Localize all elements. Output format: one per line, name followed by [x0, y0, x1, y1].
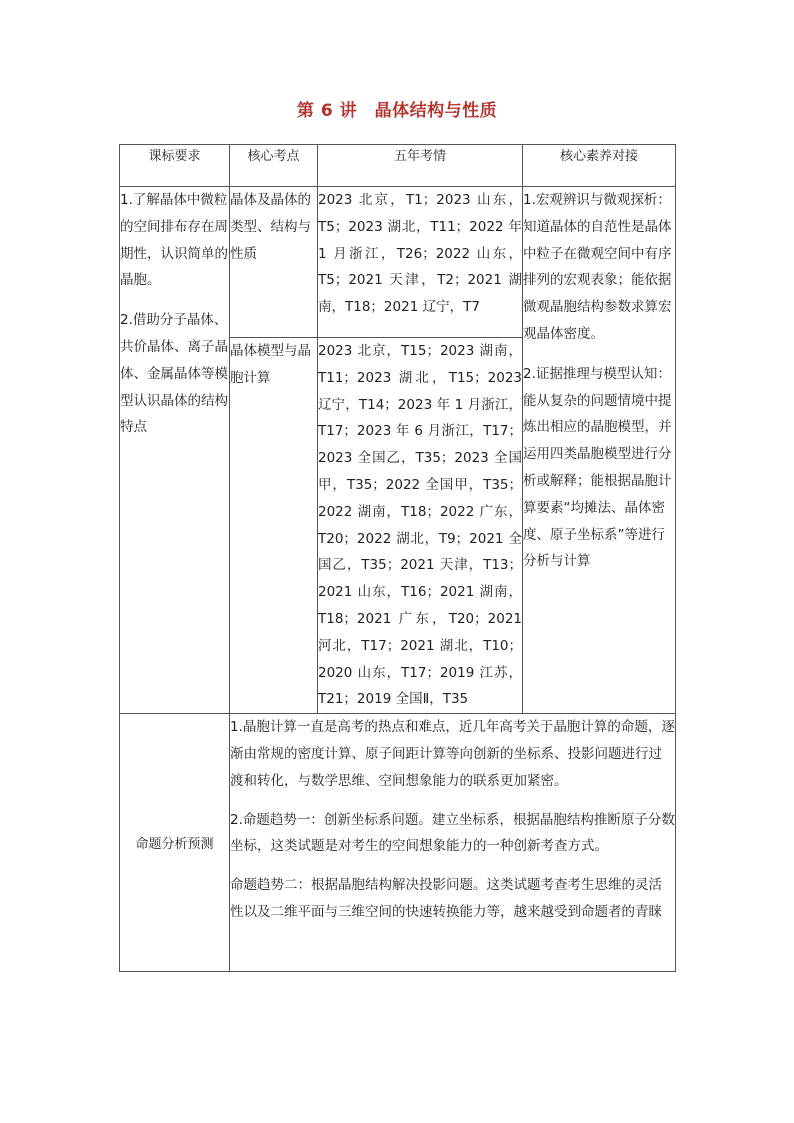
- table-row: [120, 187, 676, 338]
- curriculum-item: 1.了解晶体中微粒的空间排布存在周期性，认识简单的晶胞。: [120, 192, 228, 289]
- syllabus-table: [119, 144, 676, 972]
- header-curriculum: 课标要求: [120, 145, 230, 187]
- core-point-crystal-types: 晶体及晶体的类型、结构与性质: [230, 187, 318, 338]
- curriculum-item: 2.借助分子晶体、共价晶体、离子晶体、金属晶体等模型认识晶体的结构特点: [120, 312, 228, 436]
- table-row: [120, 714, 676, 972]
- page-title: 第 6 讲 晶体结构与性质: [296, 101, 498, 121]
- core-point-cell-calc: 晶体模型与晶胞计算: [230, 338, 318, 714]
- header-core-points: 核心考点: [230, 145, 318, 187]
- history-crystal-types: 2023 北京，T1；2023 山东，T5；2023 湖北，T11；2022 年 1 月浙江，T26；2022 山东，T5；2021 天津，T2；2021 湖南，T18；2021 辽宁，T7: [318, 187, 523, 338]
- analysis-paragraph: 命题趋势二：根据晶胞结构解决投影问题。这类试题考查考生思维的灵活性以及二维平面与三维空间的快速转换能力等，越来越受到命题者的青睐: [230, 877, 662, 920]
- analysis-paragraph: 1.晶胞计算一直是高考的热点和难点，近几年高考关于晶胞计算的命题，逐渐由常规的密度计算、原子间距计算等向创新的坐标系、投影问题进行过渡和转化，与数学思维、空间想象能力的联系更加紧密。: [230, 719, 675, 789]
- literacy-cell: [523, 187, 676, 714]
- header-core-literacy: 核心素养对接: [523, 145, 676, 187]
- analysis-cell: [230, 714, 676, 972]
- header-five-year-history: 五年考情: [318, 145, 523, 187]
- analysis-label: 命题分析预测: [120, 714, 230, 972]
- curriculum-cell: [120, 187, 230, 714]
- literacy-item: 1.宏观辨识与微观探析：知道晶体的自范性是晶体中粒子在微观空间中有序排列的宏观表象；能依据微观晶胞结构参数求算宏观晶体密度。: [523, 192, 672, 342]
- analysis-paragraph: 2.命题趋势一：创新坐标系问题。建立坐标系，根据晶胞结构推断原子分数坐标，这类试题是对考生的空间想象能力的一种创新考查方式。: [230, 811, 675, 855]
- literacy-item: 2.证据推理与模型认知：能从复杂的问题情境中提炼出相应的晶胞模型，并运用四类晶胞模型进行分析或解释；能根据晶胞计算要素“均摊法、晶体密度、原子坐标系”等进行分析与计算: [523, 365, 672, 570]
- history-cell-calc: 2023 北京，T15；2023 湖南，T11；2023 湖北，T15；2023 辽宁，T14；2023 年 1 月浙江，T17；2023 年 6 月浙江，T17；2023 全国乙，T35；2023 全国甲，T35；2022 全国甲，T35；2022 湖南，T18；2022 广东，T20；2022 湖北，T9；2021 全国乙，T35；2021 天津，T13；2021 山东，T16；2021 湖南，T18；2021 广东，T20；2021 河北，T17；2021 湖北，T10；2020 山东，T17；2019 江苏，T21；2019 全国Ⅱ，T35: [318, 338, 523, 714]
- header-row: [120, 145, 676, 187]
